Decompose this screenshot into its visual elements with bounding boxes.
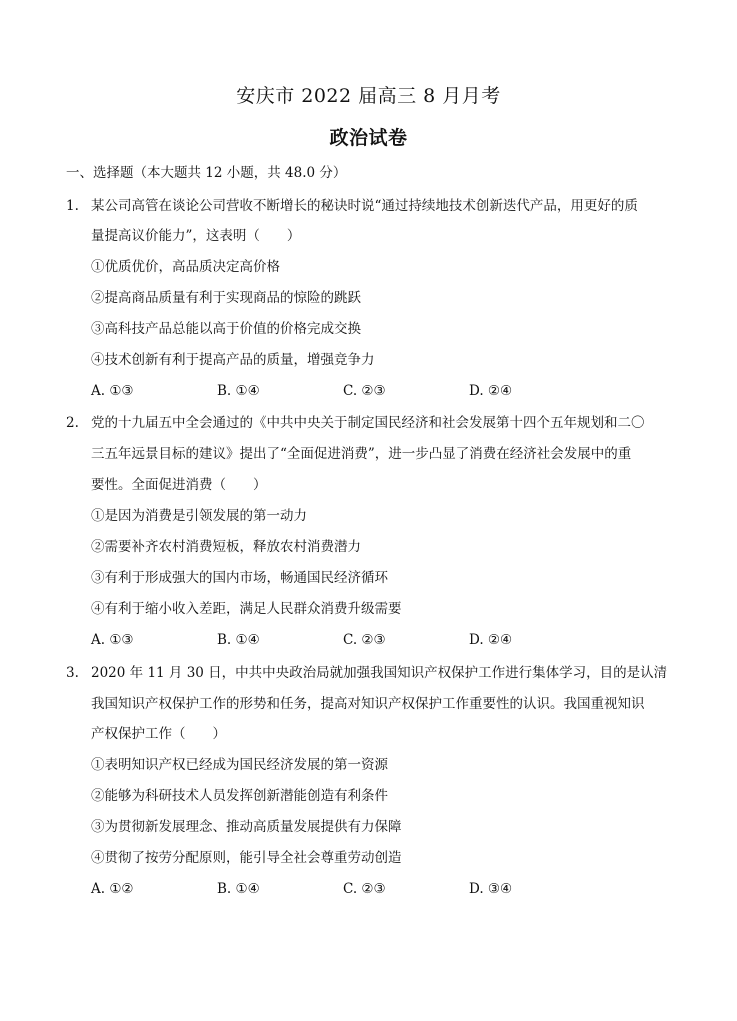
choice-d[interactable]: D. ②④ — [469, 383, 513, 399]
choice-c[interactable]: C. ②③ — [343, 881, 386, 897]
option-item: ②提高商品质量有利于实现商品的惊险的跳跃 — [91, 290, 361, 306]
choice-c[interactable]: C. ②③ — [343, 632, 386, 648]
option-item: ②需要补齐农村消费短板，释放农村消费潜力 — [91, 539, 361, 555]
option-item: ④技术创新有利于提高产品的质量，增强竞争力 — [91, 352, 375, 368]
choice-a[interactable]: A. ①③ — [91, 632, 134, 648]
choice-b[interactable]: B. ①④ — [217, 383, 260, 399]
question-stem-line: 我国知识产权保护工作的形势和任务，提高对知识产权保护工作重要性的认识。我国重视知识 — [91, 696, 645, 712]
option-item: ②能够为科研技术人员发挥创新潜能创造有利条件 — [91, 788, 388, 804]
choice-a[interactable]: A. ①③ — [91, 383, 134, 399]
option-item: ①表明知识产权已经成为国民经济发展的第一资源 — [91, 757, 388, 773]
question-number: 3. — [66, 665, 79, 681]
option-item: ③高科技产品总能以高于价值的价格完成交换 — [91, 321, 361, 337]
question-stem-line: 三五年远景目标的建议》提出了“全面促进消费”，进一步凸显了消费在经济社会发展中的重 — [91, 446, 632, 462]
choice-d[interactable]: D. ②④ — [469, 632, 513, 648]
question-number: 2. — [66, 415, 79, 431]
option-item: ④有利于缩小收入差距，满足人民群众消费升级需要 — [91, 601, 402, 617]
choice-b[interactable]: B. ①④ — [217, 632, 260, 648]
question-number: 1. — [66, 198, 79, 214]
option-item: ③有利于形成强大的国内市场，畅通国民经济循环 — [91, 570, 388, 586]
question-stem-line: 党的十九届五中全会通过的《中共中央关于制定国民经济和社会发展第十四个五年规划和二〇 — [91, 415, 645, 431]
question-stem-line: 2020 年 11 月 30 日，中共中央政治局就加强我国知识产权保护工作进行集体学习，目的是认清 — [91, 665, 668, 681]
option-item: ①是因为消费是引领发展的第一动力 — [91, 508, 307, 524]
question-stem-line: 量提高议价能力”，这表明（ ） — [91, 228, 301, 244]
question-stem-line: 产权保护工作（ ） — [91, 726, 226, 742]
choice-c[interactable]: C. ②③ — [343, 383, 386, 399]
exam-title: 安庆市 2022 届高三 8 月月考 — [236, 85, 501, 107]
option-item: ①优质优价，高品质决定高价格 — [91, 259, 280, 275]
choice-a[interactable]: A. ①② — [91, 881, 134, 897]
option-item: ③为贯彻新发展理念、推动高质量发展提供有力保障 — [91, 819, 402, 835]
section-heading: 一、选择题（本大题共 12 小题，共 48.0 分） — [66, 165, 347, 181]
question-stem-line: 要性。全面促进消费（ ） — [91, 477, 267, 493]
choice-b[interactable]: B. ①④ — [217, 881, 260, 897]
choice-d[interactable]: D. ③④ — [469, 881, 513, 897]
exam-subtitle: 政治试卷 — [329, 127, 408, 149]
option-item: ④贯彻了按劳分配原则，能引导全社会尊重劳动创造 — [91, 850, 402, 866]
question-stem-line: 某公司高管在谈论公司营收不断增长的秘诀时说“通过持续地技术创新迭代产品，用更好的质 — [91, 198, 638, 214]
